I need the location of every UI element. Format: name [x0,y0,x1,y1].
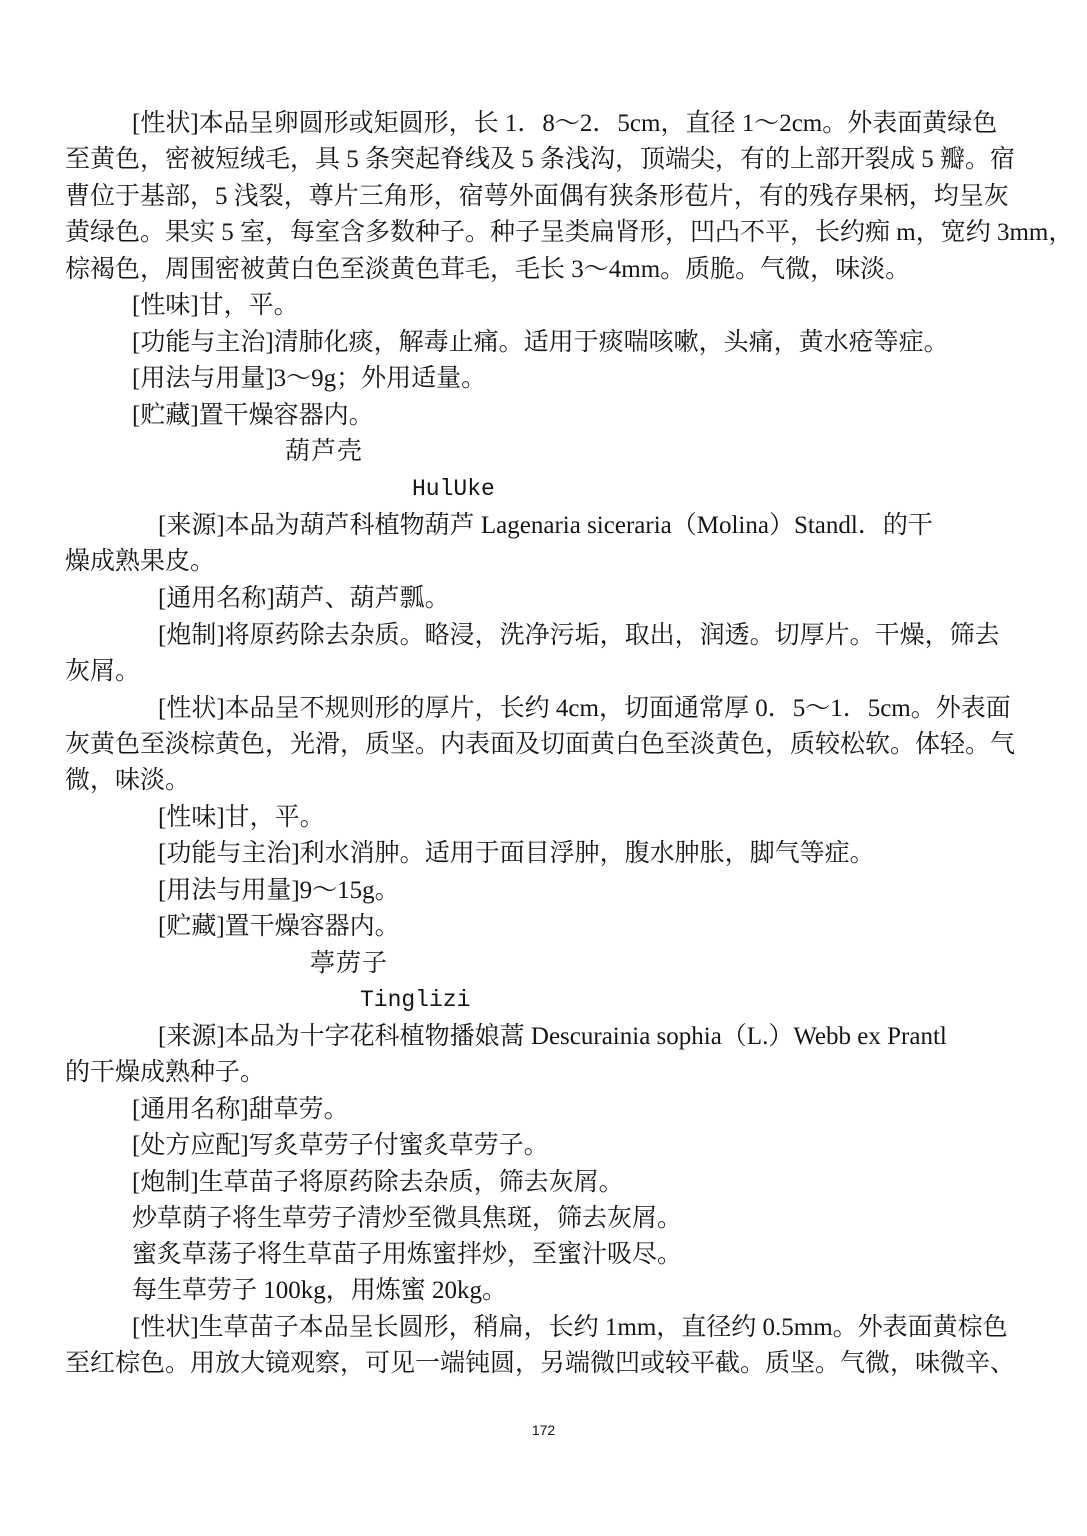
entry-title: 葶苈子 [310,950,389,977]
text-line: [性味]甘，平。 [158,804,325,831]
text-line: [用法与用量]3～9g；外用适量。 [132,365,487,392]
text-line: 炒草荫子将生草劳子清炒至微具焦斑，筛去灰屑。 [132,1205,683,1232]
text-line: [来源]本品为十字花科植物播娘蒿 Descurainia sophia（L.）Webb ex Prantl [158,1023,947,1050]
text-line: [功能与主治]清肺化痰，解毒止痛。适用于痰喘咳嗽，头痛，黄水疮等症。 [132,329,949,356]
text-line: 至红棕色。用放大镜观察，可见一端钝圆，另端微凹或较平截。质坚。气微，味微辛、 [65,1350,1016,1377]
text-line: [性味]甘，平。 [132,292,299,319]
text-line: 燥成熟果皮。 [65,548,216,575]
text-line: [炮制]生草苗子将原药除去杂质，筛去灰屑。 [132,1169,624,1196]
text-line: [性状]生草苗子本品呈长圆形，稍扁，长约 1mm，直径约 0.5mm。外表面黄棕色 [132,1314,1008,1341]
text-line: [炮制]将原药除去杂质。略浸，洗净污垢，取出，润透。切厚片。干燥，筛去 [158,622,1000,649]
text-line: [处方应配]写炙草劳子付蜜炙草劳子。 [132,1132,549,1159]
text-line: [性状]本品呈不规则形的厚片，长约 4cm，切面通常厚 0．5～1．5cm。外表面 [158,695,1011,722]
text-line: [通用名称]葫芦、葫芦瓢。 [158,585,450,612]
entry-title: 葫芦壳 [285,438,364,465]
text-line: 蜜炙草荡子将生草苗子用炼蜜拌炒，至蜜汁吸尽。 [132,1241,683,1268]
text-line: [功能与主治]利水消肿。适用于面目浮肿，腹水肿胀，脚气等症。 [158,840,875,867]
text-line: [性状]本品呈卵圆形或矩圆形，长 1．8～2．5cm，直径 1～2cm。外表面黄绿色 [132,110,998,137]
text-line: [用法与用量]9～15g。 [158,877,400,904]
text-line: [贮藏]置干燥容器内。 [132,402,374,429]
text-line: 微，味淡。 [65,767,191,794]
text-line: 至黄色，密被短绒毛，具 5 条突起脊线及 5 条浅沟，顶端尖，有的上部开裂成 5 瓣。宿 [65,146,1016,173]
text-line: 每生草劳子 100kg，用炼蜜 20kg。 [132,1277,508,1304]
text-line: [贮藏]置干燥容器内。 [158,913,400,940]
text-line: 的干燥成熟种子。 [65,1059,266,1086]
page-number: 172 [531,1422,556,1438]
text-line: 曹位于基部，5 浅裂，尊片三角形，宿萼外面偶有狭条形苞片，有的残存果柄，均呈灰 [65,183,1009,210]
text-line: 棕褐色，周围密被黄白色至淡黄色茸毛，毛长 3～4mm。质脆。气微，味淡。 [65,256,911,283]
text-line: [来源]本品为葫芦科植物葫芦 Lagenaria siceraria（Molina）Standl．的干 [158,512,933,539]
entry-pinyin: HulUke [412,476,495,502]
text-line: 灰黄色至淡棕黄色，光滑，质坚。内表面及切面黄白色至淡黄色，质较松软。体轻。气 [65,731,1016,758]
entry-pinyin: Tinglizi [360,987,471,1013]
text-line: 灰屑。 [65,658,141,685]
text-line: 黄绿色。果实 5 室，每室含多数种子。种子呈类扁肾形，凹凸不平，长约痴 m，宽约 3mm， [65,219,1074,246]
text-line: [通用名称]甜草劳。 [132,1096,349,1123]
